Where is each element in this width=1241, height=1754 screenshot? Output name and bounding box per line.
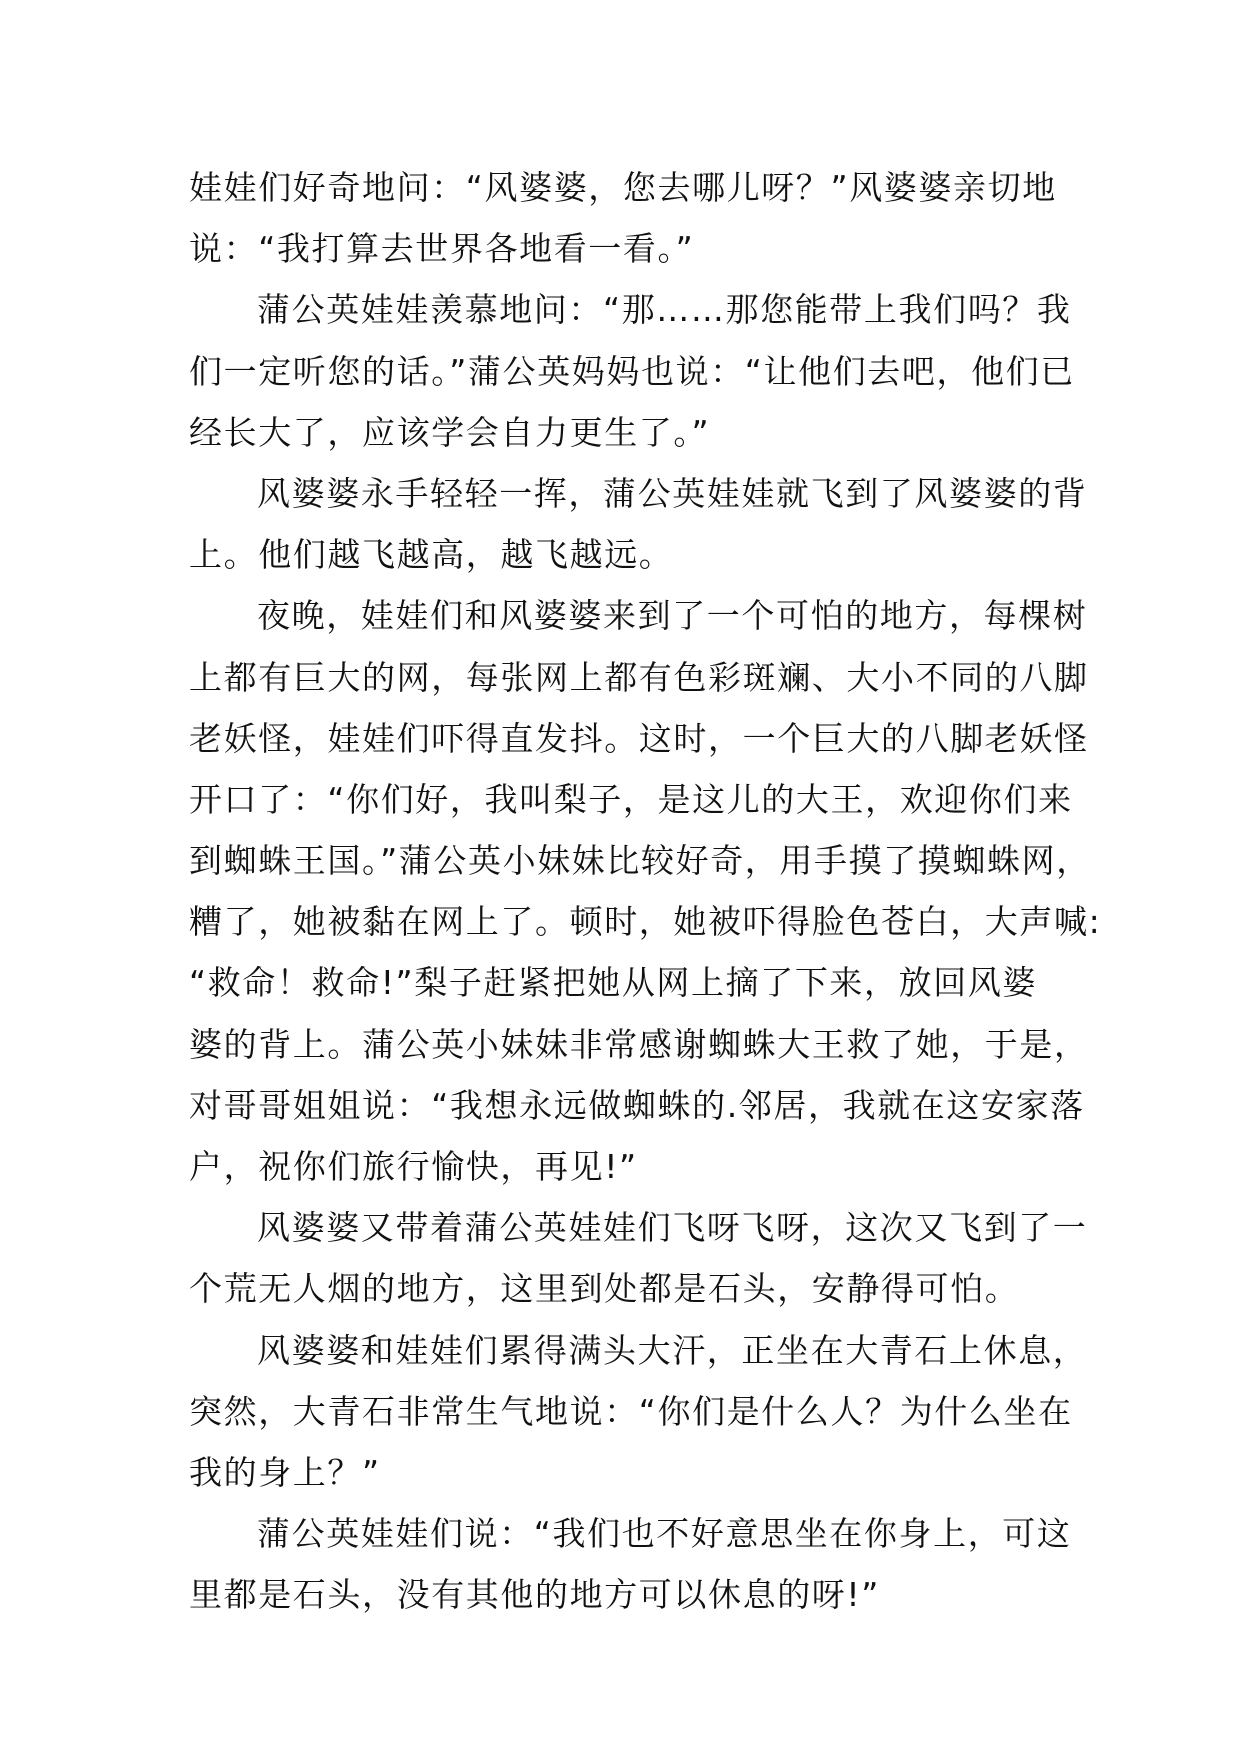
text-line: 突然，大青石非常生气地说：“你们是什么人？为什么坐在 <box>189 1391 1073 1431</box>
text-line: 说：“我打算去世界各地看一看。” <box>189 229 695 269</box>
text-line: 夜晚，娃娃们和风婆婆来到了一个可怕的地方，每棵树 <box>257 596 1088 636</box>
text-line: 个荒无人烟的地方，这里到处都是石头，安静得可怕。 <box>189 1269 1020 1309</box>
text-line: 娃娃们好奇地问：“风婆婆，您去哪儿呀？”风婆婆亲切地 <box>189 168 1057 207</box>
text-line: 开口了：“你们好，我叫梨子，是这儿的大王，欢迎你们来 <box>189 779 1073 819</box>
text-line: 上。他们越飞越高，越飞越远。 <box>189 535 674 575</box>
text-line: 到蜘蛛王国。”蒲公英小妹妹比较好奇，用手摸了摸蜘蛛网， <box>189 841 1091 881</box>
text-line: 上都有巨大的网，每张网上都有色彩斑斓、大小不同的八脚 <box>189 657 1089 697</box>
text-line: 们一定听您的话。”蒲公英妈妈也说：“让他们去吧，他们已 <box>189 351 1075 391</box>
text-line: 户，祝你们旅行愉快，再见!” <box>189 1147 638 1186</box>
text-line: 风婆婆永手轻轻一挥，蒲公英娃娃就飞到了风婆婆的背 <box>257 473 1088 513</box>
text-line: 我的身上？” <box>189 1452 381 1492</box>
text-line: 风婆婆和娃娃们累得满头大汗，正坐在大青石上休息， <box>257 1330 1088 1370</box>
text-line: 糟了，她被黏在网上了。顿时，她被吓得脸色苍白，大声喊: <box>189 902 1102 942</box>
text-line: 对哥哥姐姐说：“我想永远做蜘蛛的.邻居，我就在这安家落 <box>189 1085 1085 1125</box>
text-line: 老妖怪，娃娃们吓得直发抖。这时，一个巨大的八脚老妖怪 <box>189 718 1089 758</box>
text-line: 蒲公英娃娃们说：“我们也不好意思坐在你身上，可这 <box>257 1514 1072 1554</box>
text-line: 婆的背上。蒲公英小妹妹非常感谢蜘蛛大王救了她，于是， <box>189 1024 1089 1064</box>
text-line: 经长大了，应该学会自力更生了。” <box>189 412 711 452</box>
text-line: 风婆婆又带着蒲公英娃娃们飞呀飞呀，这次又飞到了一 <box>257 1208 1088 1248</box>
text-line: 蒲公英娃娃羡慕地问：“那……那您能带上我们吗？我 <box>257 290 1072 330</box>
text-line: 里都是石头，没有其他的地方可以休息的呀!” <box>189 1575 880 1615</box>
text-line: “救命！救命!”梨子赶紧把她从网上摘了下来，放回风婆 <box>189 963 1038 1003</box>
story-text <box>189 157 1102 1626</box>
